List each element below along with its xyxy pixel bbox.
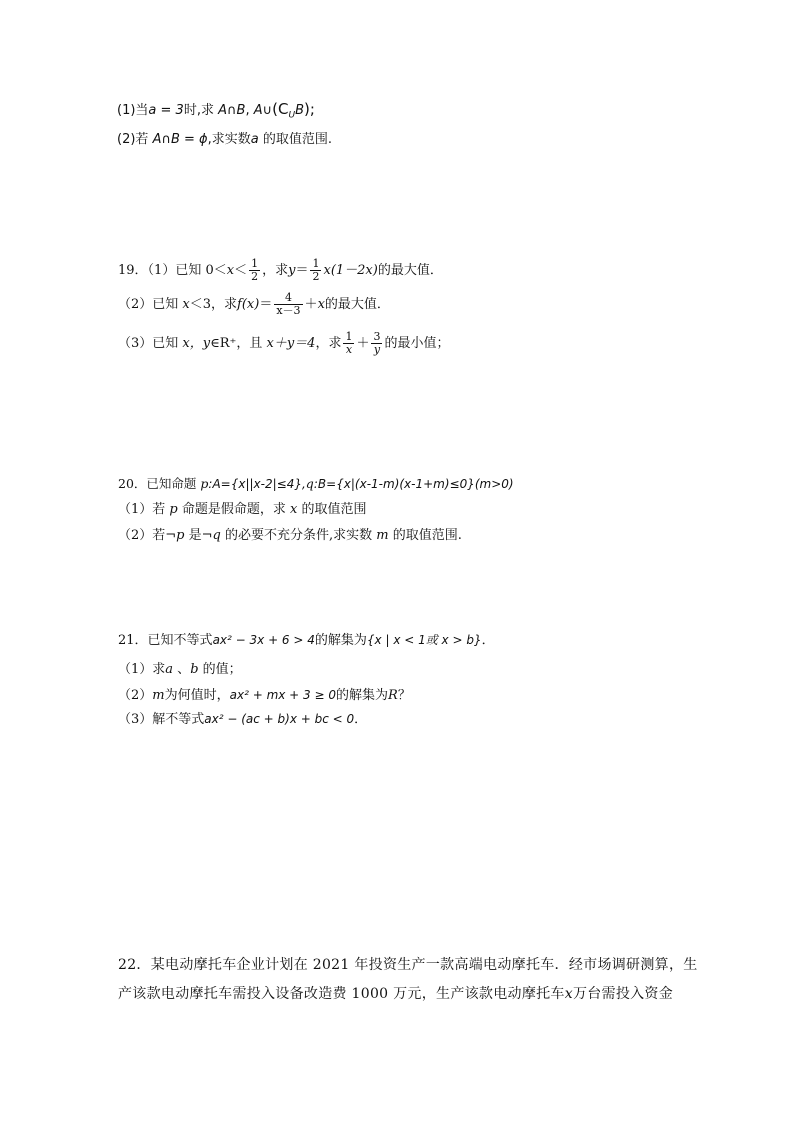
- q22-l2-pre: 产该款电动摩托车需投入设备改造费 1000 万元，生产该款电动摩托车: [118, 986, 565, 1002]
- q19-l1-mid: ，求: [262, 263, 289, 278]
- q19-l1-post: 的最大值．: [377, 263, 443, 278]
- q19-line1: [118, 258, 443, 283]
- q19-l3-sum: x＋y＝4: [266, 336, 316, 351]
- q19-l2-pre: （2）已知: [118, 297, 183, 312]
- q20-l2-post: 的取值范围: [297, 502, 367, 517]
- q20-l2-pre: （1）若: [118, 502, 170, 517]
- q18-part2-cond: A∩B = ϕ: [152, 132, 208, 147]
- q21-l3-m: m: [152, 688, 165, 703]
- q19-l3-pre: （3）已知: [118, 336, 183, 351]
- q20-l3-mid2: 的必要不充分条件,求实数: [220, 528, 377, 543]
- q19-l1-frac: [249, 258, 260, 283]
- q21-l1-ineq: ax² − 3x + 6 > 4: [212, 633, 315, 647]
- q20-number: 20．: [118, 476, 147, 491]
- q19-l1-eq: ＝: [295, 263, 309, 278]
- q21-l3-mid2: 的解集为: [336, 688, 389, 703]
- q19-l3-plus: ＋: [356, 336, 370, 351]
- q22-line1: 22．某电动摩托车企业计划在 2021 年投资生产一款高端电动摩托车．经市场调研测算，生: [118, 957, 698, 973]
- q19-l2-frac-num: 4: [274, 292, 302, 305]
- q18-part1-close: );: [303, 100, 315, 118]
- q18-part1-setB: B: [295, 103, 304, 118]
- q21-l3-pre: （2）: [118, 688, 153, 703]
- q19-l1-expr: x(1－2x): [323, 263, 378, 278]
- q19-l1-lt: ＜: [234, 263, 248, 278]
- q18-part1-a: a = 3: [148, 103, 184, 118]
- q18-part1: [117, 101, 315, 124]
- q19-l2-plus: ＋: [304, 297, 318, 312]
- q18-part2-pre: (2)若: [117, 132, 149, 147]
- q19-l1-frac2-num: 1: [312, 257, 320, 270]
- q19-l1-x: x: [226, 263, 235, 278]
- q20-l3-np: ¬p: [165, 528, 185, 543]
- q19-l3-frac2-den: y: [373, 343, 381, 356]
- q18-part1-set1: A∩B: [218, 103, 246, 118]
- q19-l1-frac-num: 1: [251, 257, 259, 270]
- q19-l1-y: y: [288, 263, 296, 278]
- q21-l2-sep: 、: [173, 662, 191, 677]
- q21-line1: [118, 632, 495, 649]
- q19-line3: [118, 331, 450, 356]
- q19-l3-xy: x，y: [182, 336, 211, 351]
- q21-l2-a: a: [165, 662, 174, 677]
- q19-l2-f: f(x): [237, 297, 260, 312]
- q21-l3-R: R: [388, 688, 398, 703]
- q19-l3-frac2: [371, 331, 382, 356]
- q19-l1-pre: （1）已知 0＜: [147, 263, 227, 278]
- q20-line1: [118, 476, 514, 492]
- q18-part2-mid: ,求实数: [207, 132, 251, 147]
- q18-part2-var: a: [250, 132, 259, 147]
- q21-l4-post: ．: [354, 712, 368, 727]
- q21-l4-ineq: ax² − (ac + b)x + bc < 0: [204, 712, 355, 726]
- q19-l2-post: 的最大值．: [324, 297, 390, 312]
- q18-part1-set2: A∪: [253, 103, 273, 118]
- q21-line4: [118, 711, 367, 728]
- q18-part1-mid: 时,求: [183, 103, 214, 118]
- q20-line3: [118, 528, 462, 544]
- q20-l1-setA: :A={x||x-2|≤4},: [208, 477, 306, 491]
- q22-l2-post: 万台需投入资金: [572, 986, 674, 1002]
- q19-l3-in: ∈R⁺，且: [210, 336, 267, 351]
- q18-part2: [117, 132, 332, 148]
- q18-part1-pre: (1)当: [117, 103, 149, 118]
- q19-l3-frac1-num: 1: [345, 330, 353, 343]
- q20-l3-m: m: [376, 528, 389, 543]
- q20-l2-p: p: [169, 502, 178, 517]
- q20-l3-nq: ¬q: [201, 528, 221, 543]
- q21-l2-b: b: [190, 662, 199, 677]
- q21-l2-pre: （1）求: [118, 662, 166, 677]
- q20-l1-setB: :B={x|(x-1-m)(x-1+m)≤0}(m>0): [313, 477, 514, 491]
- q20-l1-p: p: [200, 476, 209, 491]
- q19-l2-eq: ＝: [259, 297, 273, 312]
- q21-l1-set: {x | x < 1或 x > b}: [366, 633, 482, 647]
- q18-part1-sub: U: [288, 110, 296, 121]
- q21-line3: [118, 687, 411, 704]
- q19-l1-frac-den: 2: [251, 270, 259, 283]
- q19-l1-frac2: [310, 258, 321, 283]
- q21-l1-post: ．: [481, 633, 495, 648]
- q21-l3-mid: 为何值时，: [164, 688, 230, 703]
- q20-line2: [118, 502, 366, 518]
- q19-l3-post: 的最小值；: [384, 336, 450, 351]
- q21-l3-ineq: ax² + mx + 3 ≥ 0: [229, 688, 337, 702]
- q19-l3-mid: ，求: [315, 336, 342, 351]
- q19-l3-frac1-den: x: [345, 343, 353, 356]
- q19-l1-frac2-den: 2: [312, 270, 320, 283]
- q19-l2-frac-den: x－3: [276, 304, 301, 317]
- q21-number: 21．: [118, 633, 148, 648]
- q21-l1-mid: 的解集为: [314, 633, 367, 648]
- q19-line2: [118, 292, 390, 317]
- q19-l2-x2: x: [317, 297, 325, 312]
- q22-l2-x: x: [564, 986, 573, 1002]
- q19-l3-frac1: [343, 331, 354, 356]
- q22-line2: [118, 985, 673, 1003]
- q21-l1-pre: 已知不等式: [147, 633, 213, 648]
- q20-l3-mid1: 是: [184, 528, 202, 543]
- q20-l3-post: 的取值范围.: [388, 528, 462, 543]
- q20-l1-q: q: [305, 476, 314, 491]
- q19-l2-x: x: [182, 297, 190, 312]
- q19-number: 19．: [118, 263, 148, 278]
- q19-l2-cond: ＜3，求: [189, 297, 238, 312]
- q19-l2-frac: [274, 292, 302, 317]
- q19-l3-frac2-num: 3: [373, 330, 381, 343]
- q20-l2-mid: 命题是假命题，求: [177, 502, 290, 517]
- q18-part2-post: 的取值范围.: [262, 132, 333, 147]
- q18-part1-comma: ,: [245, 103, 250, 118]
- q21-line2: [118, 662, 242, 678]
- q18-part1-paren: (C: [272, 100, 289, 118]
- q21-l3-post: ？: [397, 688, 411, 703]
- q20-l1-pre: 已知命题: [146, 476, 201, 491]
- q21-l2-post: 的值；: [198, 662, 242, 677]
- q20-l3-pre: （2）若: [118, 528, 166, 543]
- q21-l4-pre: （3）解不等式: [118, 712, 205, 727]
- q20-l2-x: x: [290, 502, 298, 517]
